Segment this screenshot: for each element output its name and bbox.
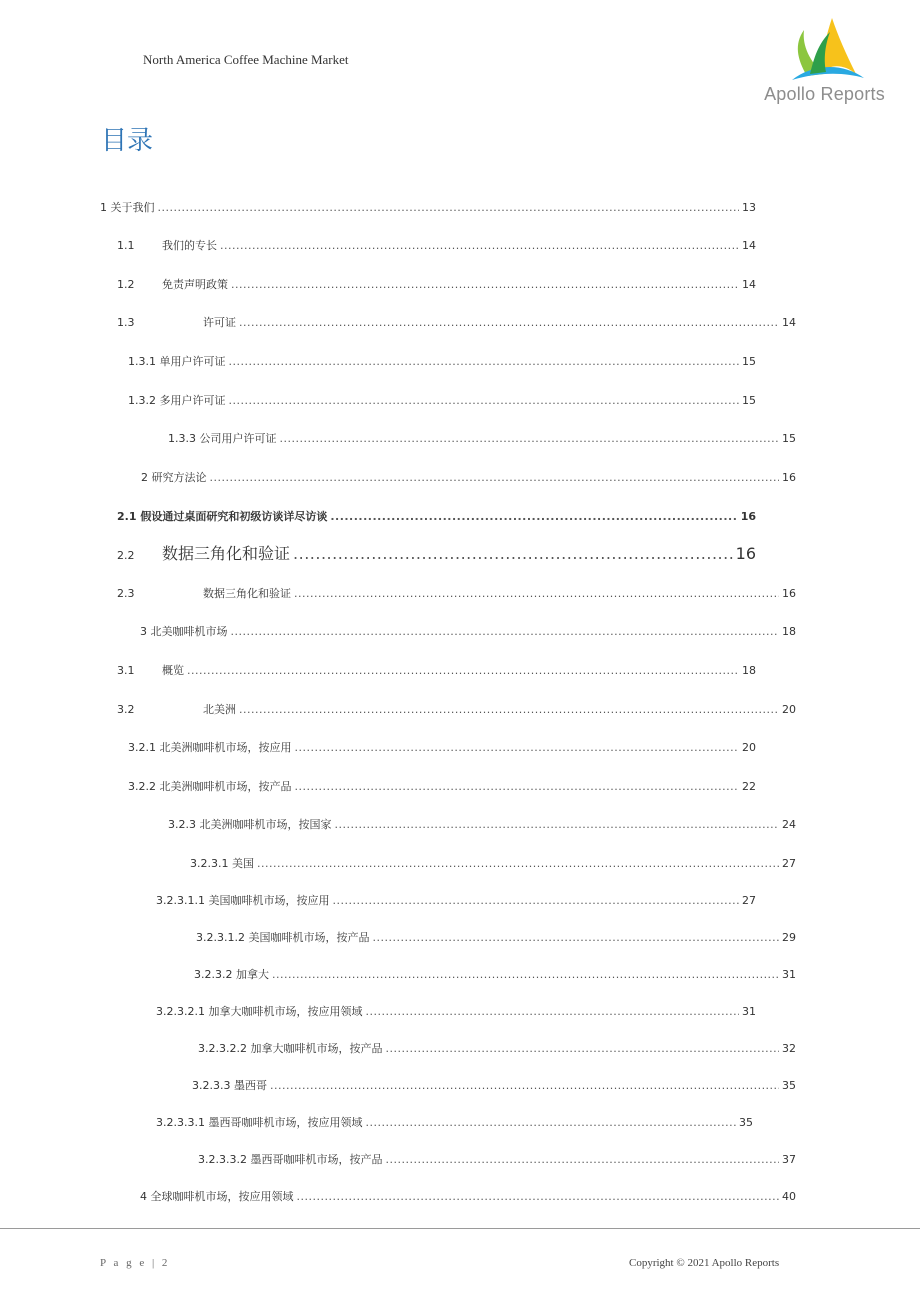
toc-entry[interactable] <box>128 740 756 756</box>
toc-entry[interactable] <box>117 315 796 331</box>
toc-entry-number: 3.2.2 <box>128 780 156 793</box>
toc-entry-number: 2.3 <box>117 587 135 600</box>
toc-entry-page: 13 <box>742 201 756 214</box>
toc-entry-label: 北美洲咖啡机市场，按国家 <box>199 818 332 831</box>
toc-entry-label: 加拿大咖啡机市场，按产品 <box>250 1042 383 1055</box>
toc-entry[interactable] <box>117 702 796 718</box>
toc-entry-number: 1.3 <box>117 316 135 329</box>
toc-entry-label: 免责声明政策 <box>162 278 228 291</box>
toc-entry[interactable] <box>128 779 756 795</box>
toc-entry[interactable] <box>192 1078 796 1094</box>
toc-entry-label: 多用户许可证 <box>159 394 226 407</box>
toc-entry-label: 单用户许可证 <box>159 355 226 368</box>
toc-entry-label: 北美咖啡机市场 <box>150 625 228 638</box>
toc-entry-number: 1.3.3 <box>168 432 196 445</box>
toc-entry[interactable] <box>140 624 796 640</box>
apollo-reports-logo <box>752 14 897 110</box>
toc-entry-number: 1.3.1 <box>128 355 156 368</box>
toc-entry-page: 24 <box>782 818 796 831</box>
logo-mark-icon <box>752 14 897 86</box>
toc-entry-number: 3.2.3.2.1 <box>156 1005 205 1018</box>
toc-entry-page: 31 <box>742 1005 756 1018</box>
toc-entry-number: 3.2.3.1.1 <box>156 894 205 907</box>
toc-entry[interactable] <box>156 1115 753 1131</box>
toc-entry-page: 40 <box>782 1190 796 1203</box>
toc-entry-page: 14 <box>782 316 796 329</box>
toc-entry-page: 35 <box>782 1079 796 1092</box>
toc-entry-page: 14 <box>742 239 756 252</box>
toc-entry[interactable] <box>117 509 756 525</box>
toc-entry[interactable] <box>198 1152 796 1168</box>
toc-entry[interactable] <box>117 543 756 565</box>
toc-entry-label: 许可证 <box>203 316 236 329</box>
toc-entry-number: 3 <box>140 625 147 638</box>
toc-entry-number: 4 <box>140 1190 147 1203</box>
toc-entry-number: 3.2.3.3.2 <box>198 1153 247 1166</box>
toc-entry-label: 加拿大咖啡机市场，按应用领域 <box>208 1005 363 1018</box>
toc-entry-label: 北美洲咖啡机市场，按应用 <box>159 741 292 754</box>
toc-entry-label: 研究方法论 <box>151 471 207 484</box>
toc-entry-page: 20 <box>782 703 796 716</box>
toc-heading: 目录 <box>101 126 154 156</box>
toc-entry-number: 3.2.3.3 <box>192 1079 231 1092</box>
toc-entry-label: 假设通过桌面研究和初级访谈详尽访谈 <box>140 510 328 523</box>
toc-entry[interactable] <box>156 1004 756 1020</box>
toc-entry-page: 15 <box>782 432 796 445</box>
toc-entry-page: 35 <box>739 1116 753 1129</box>
toc-entry-page: 27 <box>742 894 756 907</box>
toc-entry-label: 墨西哥 <box>233 1079 267 1092</box>
toc-entry-page: 16 <box>782 471 796 484</box>
toc-entry-number: 3.2.3.2.2 <box>198 1042 247 1055</box>
toc-entry[interactable] <box>168 431 796 447</box>
toc-entry-page: 16 <box>735 544 756 563</box>
toc-entry-label: 墨西哥咖啡机市场，按应用领域 <box>208 1116 363 1129</box>
toc-entry[interactable] <box>198 1041 796 1057</box>
toc-entry[interactable] <box>117 277 756 293</box>
toc-entry[interactable] <box>141 470 796 486</box>
toc-entry[interactable] <box>117 586 796 602</box>
toc-entry[interactable] <box>168 817 796 833</box>
toc-entry-label: 加拿大 <box>235 968 269 981</box>
toc-entry-number: 1 <box>100 201 107 214</box>
toc-entry-number: 3.2.3.3.1 <box>156 1116 205 1129</box>
toc-entry-page: 29 <box>782 931 796 944</box>
copyright-notice: Copyright © 2021 Apollo Reports <box>629 1257 780 1269</box>
toc-entry-number: 3.2.3.1.2 <box>196 931 245 944</box>
toc-entry-number: 2.1 <box>117 510 137 523</box>
toc-entry-number: 3.1 <box>117 664 135 677</box>
footer-divider <box>0 1228 920 1229</box>
toc-entry-label: 关于我们 <box>110 201 155 214</box>
toc-entry-label: 美国 <box>231 857 254 870</box>
toc-entry[interactable] <box>194 967 796 983</box>
toc-entry-label: 数据三角化和验证 <box>203 587 291 600</box>
toc-entry-page: 14 <box>742 278 756 291</box>
toc-entry[interactable] <box>196 930 796 946</box>
toc-entry-label: 美国咖啡机市场，按应用 <box>208 894 330 907</box>
toc-entry-label: 数据三角化和验证 <box>162 544 291 563</box>
toc-entry-page: 18 <box>782 625 796 638</box>
toc-entry-number: 1.3.2 <box>128 394 156 407</box>
toc-entry[interactable] <box>128 354 756 370</box>
document-header-title: North America Coffee Machine Market <box>143 52 349 67</box>
toc-entry-label: 美国咖啡机市场，按产品 <box>248 931 370 944</box>
toc-entry-page: 15 <box>742 355 756 368</box>
toc-entry[interactable] <box>128 393 756 409</box>
toc-entry-label: 公司用户许可证 <box>199 432 277 445</box>
toc-entry[interactable] <box>100 200 756 216</box>
toc-entry-page: 22 <box>742 780 756 793</box>
toc-entry-page: 32 <box>782 1042 796 1055</box>
toc-entry-page: 37 <box>782 1153 796 1166</box>
toc-entry-page: 20 <box>742 741 756 754</box>
toc-entry-page: 18 <box>742 664 756 677</box>
toc-entry-page: 16 <box>782 587 796 600</box>
toc-entry-number: 2.2 <box>117 549 135 562</box>
toc-entry-label: 全球咖啡机市场，按应用领域 <box>150 1190 294 1203</box>
toc-entry-number: 3.2.1 <box>128 741 156 754</box>
toc-entry[interactable] <box>117 238 756 254</box>
toc-entry[interactable] <box>140 1189 796 1205</box>
toc-entry-page: 31 <box>782 968 796 981</box>
toc-entry-number: 3.2 <box>117 703 135 716</box>
toc-entry-page: 27 <box>782 857 796 870</box>
page-number: P a g e | 2 <box>100 1257 170 1269</box>
toc-entry-number: 1.2 <box>117 278 135 291</box>
logo-text: Apollo Reports <box>764 84 885 104</box>
toc-entry-label: 墨西哥咖啡机市场，按产品 <box>250 1153 383 1166</box>
toc-entry-number: 2 <box>141 471 148 484</box>
toc-entry-number: 3.2.3.2 <box>194 968 233 981</box>
toc-entry-page: 16 <box>740 510 756 523</box>
toc-entry[interactable] <box>117 663 756 679</box>
toc-entry[interactable] <box>156 893 756 909</box>
toc-entry-page: 15 <box>742 394 756 407</box>
toc-entry-number: 1.1 <box>117 239 135 252</box>
toc-entry[interactable] <box>190 856 796 872</box>
toc-entry-number: 3.2.3.1 <box>190 857 229 870</box>
toc-entry-label: 我们的专长 <box>162 239 217 252</box>
toc-entry-label: 北美洲 <box>203 703 236 716</box>
toc-entry-label: 北美洲咖啡机市场，按产品 <box>159 780 292 793</box>
toc-entry-label: 概览 <box>162 664 184 677</box>
toc-entry-number: 3.2.3 <box>168 818 196 831</box>
